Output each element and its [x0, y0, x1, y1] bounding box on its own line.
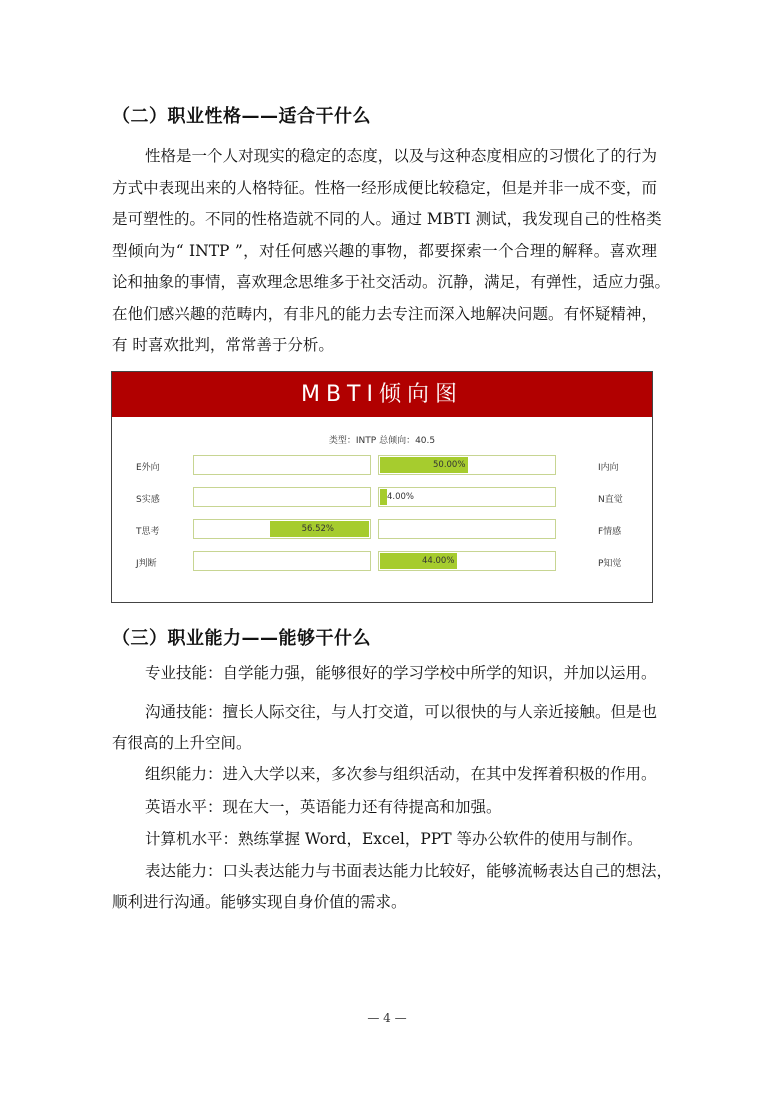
- paragraph-line: 性格是一个人对现实的稳定的态度，以及与这种态度相应的习惯化了的行为: [145, 147, 657, 165]
- mbti-bar-right: [378, 551, 556, 571]
- ability-line: 表达能力：口头表达能力与书面表达能力比较好，能够流畅表达自己的想法，: [145, 862, 673, 880]
- mbti-bar-left: [193, 455, 371, 475]
- mbti-left-label: E外向: [136, 463, 160, 473]
- mbti-chart: [111, 371, 653, 603]
- paragraph-line: 论和抽象的事情，喜欢理念思维多于社交活动。沉静，满足，有弹性，适应力强。: [112, 273, 671, 291]
- mbti-percent-label: 56.52%: [301, 524, 334, 534]
- ability-item-communication: [112, 697, 657, 759]
- ability-item-organization: [112, 759, 657, 790]
- mbti-percent-label: 50.00%: [433, 460, 466, 470]
- mbti-title: MBTI倾向图: [300, 382, 463, 407]
- ability-item-computer: [112, 824, 657, 855]
- mbti-right-label: P知觉: [598, 559, 622, 569]
- personality-paragraph: [112, 141, 671, 362]
- ability-item-professional: [112, 658, 657, 689]
- paragraph-line: 方式中表现出来的人格特征。性格一经形成便比较稳定，但是并非一成不变，而: [112, 178, 657, 197]
- paragraph-line: 型倾向为“ INTP ”，对任何感兴趣的事物，都要探索一个合理的解释。喜欢理: [112, 241, 657, 260]
- mbti-left-label: S实感: [136, 495, 160, 505]
- ability-line: 顺利进行沟通。能够实现自身价值的需求。: [112, 893, 407, 911]
- mbti-fill: [380, 489, 387, 505]
- paragraph-line: 有 时喜欢批判，常常善于分析。: [112, 336, 334, 354]
- mbti-right-label: N直觉: [598, 495, 623, 505]
- ability-line: 英语水平：现在大一，英语能力还有待提高和加强。: [145, 798, 502, 816]
- ability-line: 计算机水平：熟练掌握 Word，Excel，PPT 等办公软件的使用与制作。: [145, 830, 643, 848]
- mbti-bar-left: [193, 487, 371, 507]
- ability-item-expression: [112, 856, 673, 918]
- ability-line: 沟通技能：擅长人际交往，与人打交道，可以很快的与人亲近接触。但是也: [145, 703, 657, 721]
- section-heading-personality: （二）职业性格——适合干什么: [112, 106, 371, 127]
- mbti-bar-left: [193, 519, 371, 539]
- mbti-percent-label: 4.00%: [387, 492, 415, 502]
- mbti-right-label: I内向: [598, 463, 619, 473]
- mbti-bar-left: [193, 551, 371, 571]
- mbti-bar-right: [378, 519, 556, 539]
- paragraph-line: 是可塑性的。不同的性格造就不同的人。通过 MBTI 测试，我发现自己的性格类: [112, 210, 662, 228]
- page-number: — 4 —: [367, 1011, 407, 1025]
- mbti-left-label: J判断: [136, 559, 157, 569]
- mbti-bar-right: [378, 455, 556, 475]
- ability-line: 组织能力：进入大学以来，多次参与组织活动，在其中发挥着积极的作用。: [145, 765, 657, 783]
- ability-item-english: [112, 792, 657, 823]
- mbti-percent-label: 44.00%: [422, 556, 455, 566]
- ability-line: 专业技能：自学能力强，能够很好的学习学校中所学的知识，并加以运用。: [145, 664, 657, 682]
- paragraph-line: 在他们感兴趣的范畴内，有非凡的能力去专注而深入地解决问题。有怀疑精神，: [112, 304, 657, 323]
- mbti-subtitle: 类型：INTP 总倾向：40.5: [328, 436, 436, 446]
- ability-line: 有很高的上升空间。: [112, 734, 252, 752]
- mbti-right-label: F情感: [598, 527, 622, 537]
- mbti-bar-right: [378, 487, 556, 507]
- mbti-left-label: T思考: [136, 527, 160, 537]
- section-heading-ability: （三）职业能力——能够干什么: [112, 628, 371, 649]
